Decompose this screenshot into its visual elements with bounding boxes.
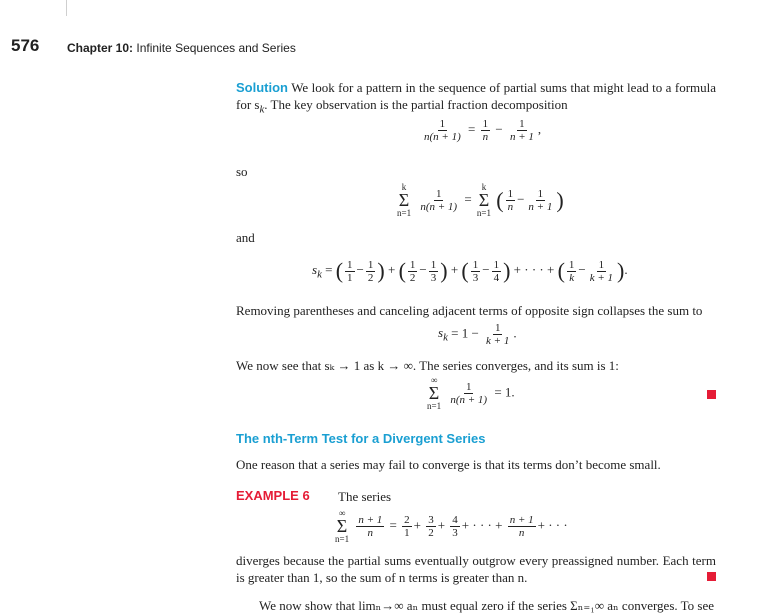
page-number: 576 <box>11 36 40 55</box>
solution-text: We look for a pattern in the sequence of partial sums that might lead to a formula for s <box>236 80 717 112</box>
sum-equals-one-equation: ∞ Σ n=1 $\frac{1}{n(n + 1)}$ = 1. <box>427 375 515 411</box>
section-heading: The nth-Term Test for a Divergent Series <box>236 431 486 446</box>
end-of-example-marker <box>707 572 716 581</box>
solution-label: Solution <box>236 80 288 95</box>
telescoping-equation: $s_k$ = ( $\frac{1}{1}$ − $\frac{1}{2}$ ) + ( $\frac{1}{2}$ − $\frac{1}{3}$ ) + ( $\frac{1}{3}$ − $\frac{1}{4}$ ) + · · · + ( $\frac{1}{k}$ − $\frac{1}{k + 1}$ ). <box>312 258 628 284</box>
solution-text-end: . The key observation is the partial fraction decomposition <box>264 97 568 112</box>
divergent-series-equation: ∞ Σ n=1 $\frac{n + 1}{n}$ = $\frac{2}{1}$ + $\frac{3}{2}$ + $\frac{4}{3}$ + · · · + $\frac{n + 1}{n}$ + · · · <box>335 508 568 544</box>
end-of-solution-marker <box>707 390 716 399</box>
chapter-label: Chapter 10: <box>67 41 134 55</box>
converge-paragraph: We now see that sₖ → 1 as k → ∞. The series converges, and its sum is 1: <box>236 358 619 373</box>
last-line: We now show that limₙ→∞ aₙ must equal zero if the series Σₙ₌₁∞ aₙ converges. To see <box>259 598 715 613</box>
partial-fraction-equation: $\frac{1}{n(n + 1)}$ = $\frac{1}{n}$ − $\frac{1}{n + 1}$ , <box>424 118 542 143</box>
word-and: and <box>236 230 255 245</box>
chapter-title: Infinite Sequences and Series <box>136 41 296 55</box>
top-rule <box>66 0 67 16</box>
removing-paragraph: Removing parentheses and canceling adjacent terms of opposite sign collapses the sum to <box>236 303 703 318</box>
diverges-paragraph: diverges because the partial sums eventually outgrow every preassigned number. Each term is greater than 1, so the sum of n terms is greater than n. <box>236 553 716 585</box>
example-label: EXAMPLE 6 <box>236 488 310 503</box>
running-header <box>67 41 296 55</box>
sum-equation: k Σ n=1 $\frac{1}{n(n + 1)}$ = k Σ n=1 ( $\frac{1}{n}$ − $\frac{1}{n + 1}$ ) <box>397 182 564 218</box>
section-paragraph: One reason that a series may fail to converge is that its terms don’t become small. <box>236 457 661 472</box>
solution-paragraph <box>236 79 716 119</box>
example-intro: The series <box>338 489 392 504</box>
sk-equation: $s_k = 1$ − $\frac{1}{k + 1}$ . <box>438 322 517 347</box>
solution-subscript: k <box>259 103 265 116</box>
word-so: so <box>236 164 248 179</box>
